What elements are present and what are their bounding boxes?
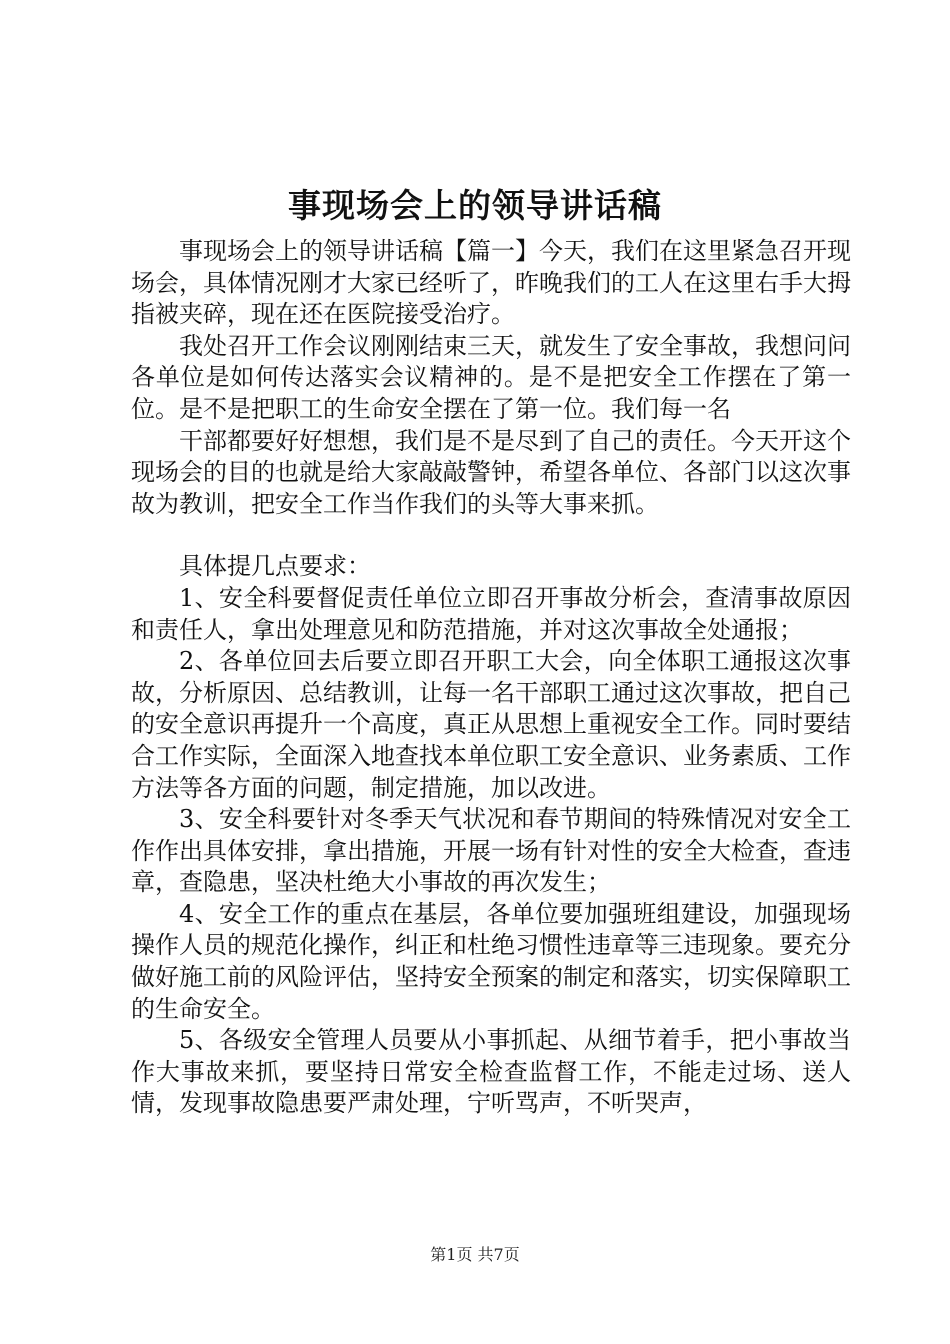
document-body	[131, 236, 851, 1120]
requirement-item-4: 4、安全工作的重点在基层，各单位要加强班组建设，加强现场操作人员的规范化操作，纠正和杜绝习惯性违章等三违现象。要充分做好施工前的风险评估，坚持安全预案的制定和落实，切实保障职工的生命安全。	[131, 899, 851, 1023]
document-title: 事现场会上的领导讲话稿	[288, 186, 662, 225]
paragraph-3: 干部都要好好想想，我们是不是尽到了自己的责任。今天开这个现场会的目的也就是给大家敲敲警钟，希望各单位、各部门以这次事故为教训，把安全工作当作我们的头等大事来抓。	[131, 426, 851, 518]
requirement-item-2: 2、各单位回去后要立即召开职工大会，向全体职工通报这次事故，分析原因、总结教训，让每一名干部职工通过这次事故，把自己的安全意识再提升一个高度，真正从思想上重视安全工作。同时要结合工作实际，全面深入地查找本单位职工安全意识、业务素质、工作方法等各方面的问题，制定措施，加以改进。	[131, 647, 851, 802]
requirement-item-3: 3、安全科要针对冬季天气状况和春节期间的特殊情况对安全工作作出具体安排，拿出措施，开展一场有针对性的安全大检查，查违章，查隐患，坚决杜绝大小事故的再次发生；	[131, 805, 851, 897]
requirements-intro: 具体提几点要求：	[179, 552, 371, 581]
paragraph-1: 事现场会上的领导讲话稿【篇一】今天，我们在这里紧急召开现场会，具体情况刚才大家已经听了，昨晚我们的工人在这里右手大拇指被夹碎，现在还在医院接受治疗。	[131, 237, 851, 329]
requirement-item-1: 1、安全科要督促责任单位立即召开事故分析会，查清事故原因和责任人，拿出处理意见和防范措施，并对这次事故全处通报；	[131, 583, 851, 644]
page-number-footer: 第1页 共7页	[430, 1245, 520, 1264]
paragraph-2: 我处召开工作会议刚刚结束三天，就发生了安全事故，我想问问各单位是如何传达落实会议精神的。是不是把安全工作摆在了第一位。是不是把职工的生命安全摆在了第一位。我们每一名	[131, 331, 851, 423]
requirement-item-5: 5、各级安全管理人员要从小事抓起、从细节着手，把小事故当作大事故来抓，要坚持日常安全检查监督工作，不能走过场、送人情，发现事故隐患要严肃处理，宁听骂声，不听哭声，	[131, 1026, 851, 1118]
